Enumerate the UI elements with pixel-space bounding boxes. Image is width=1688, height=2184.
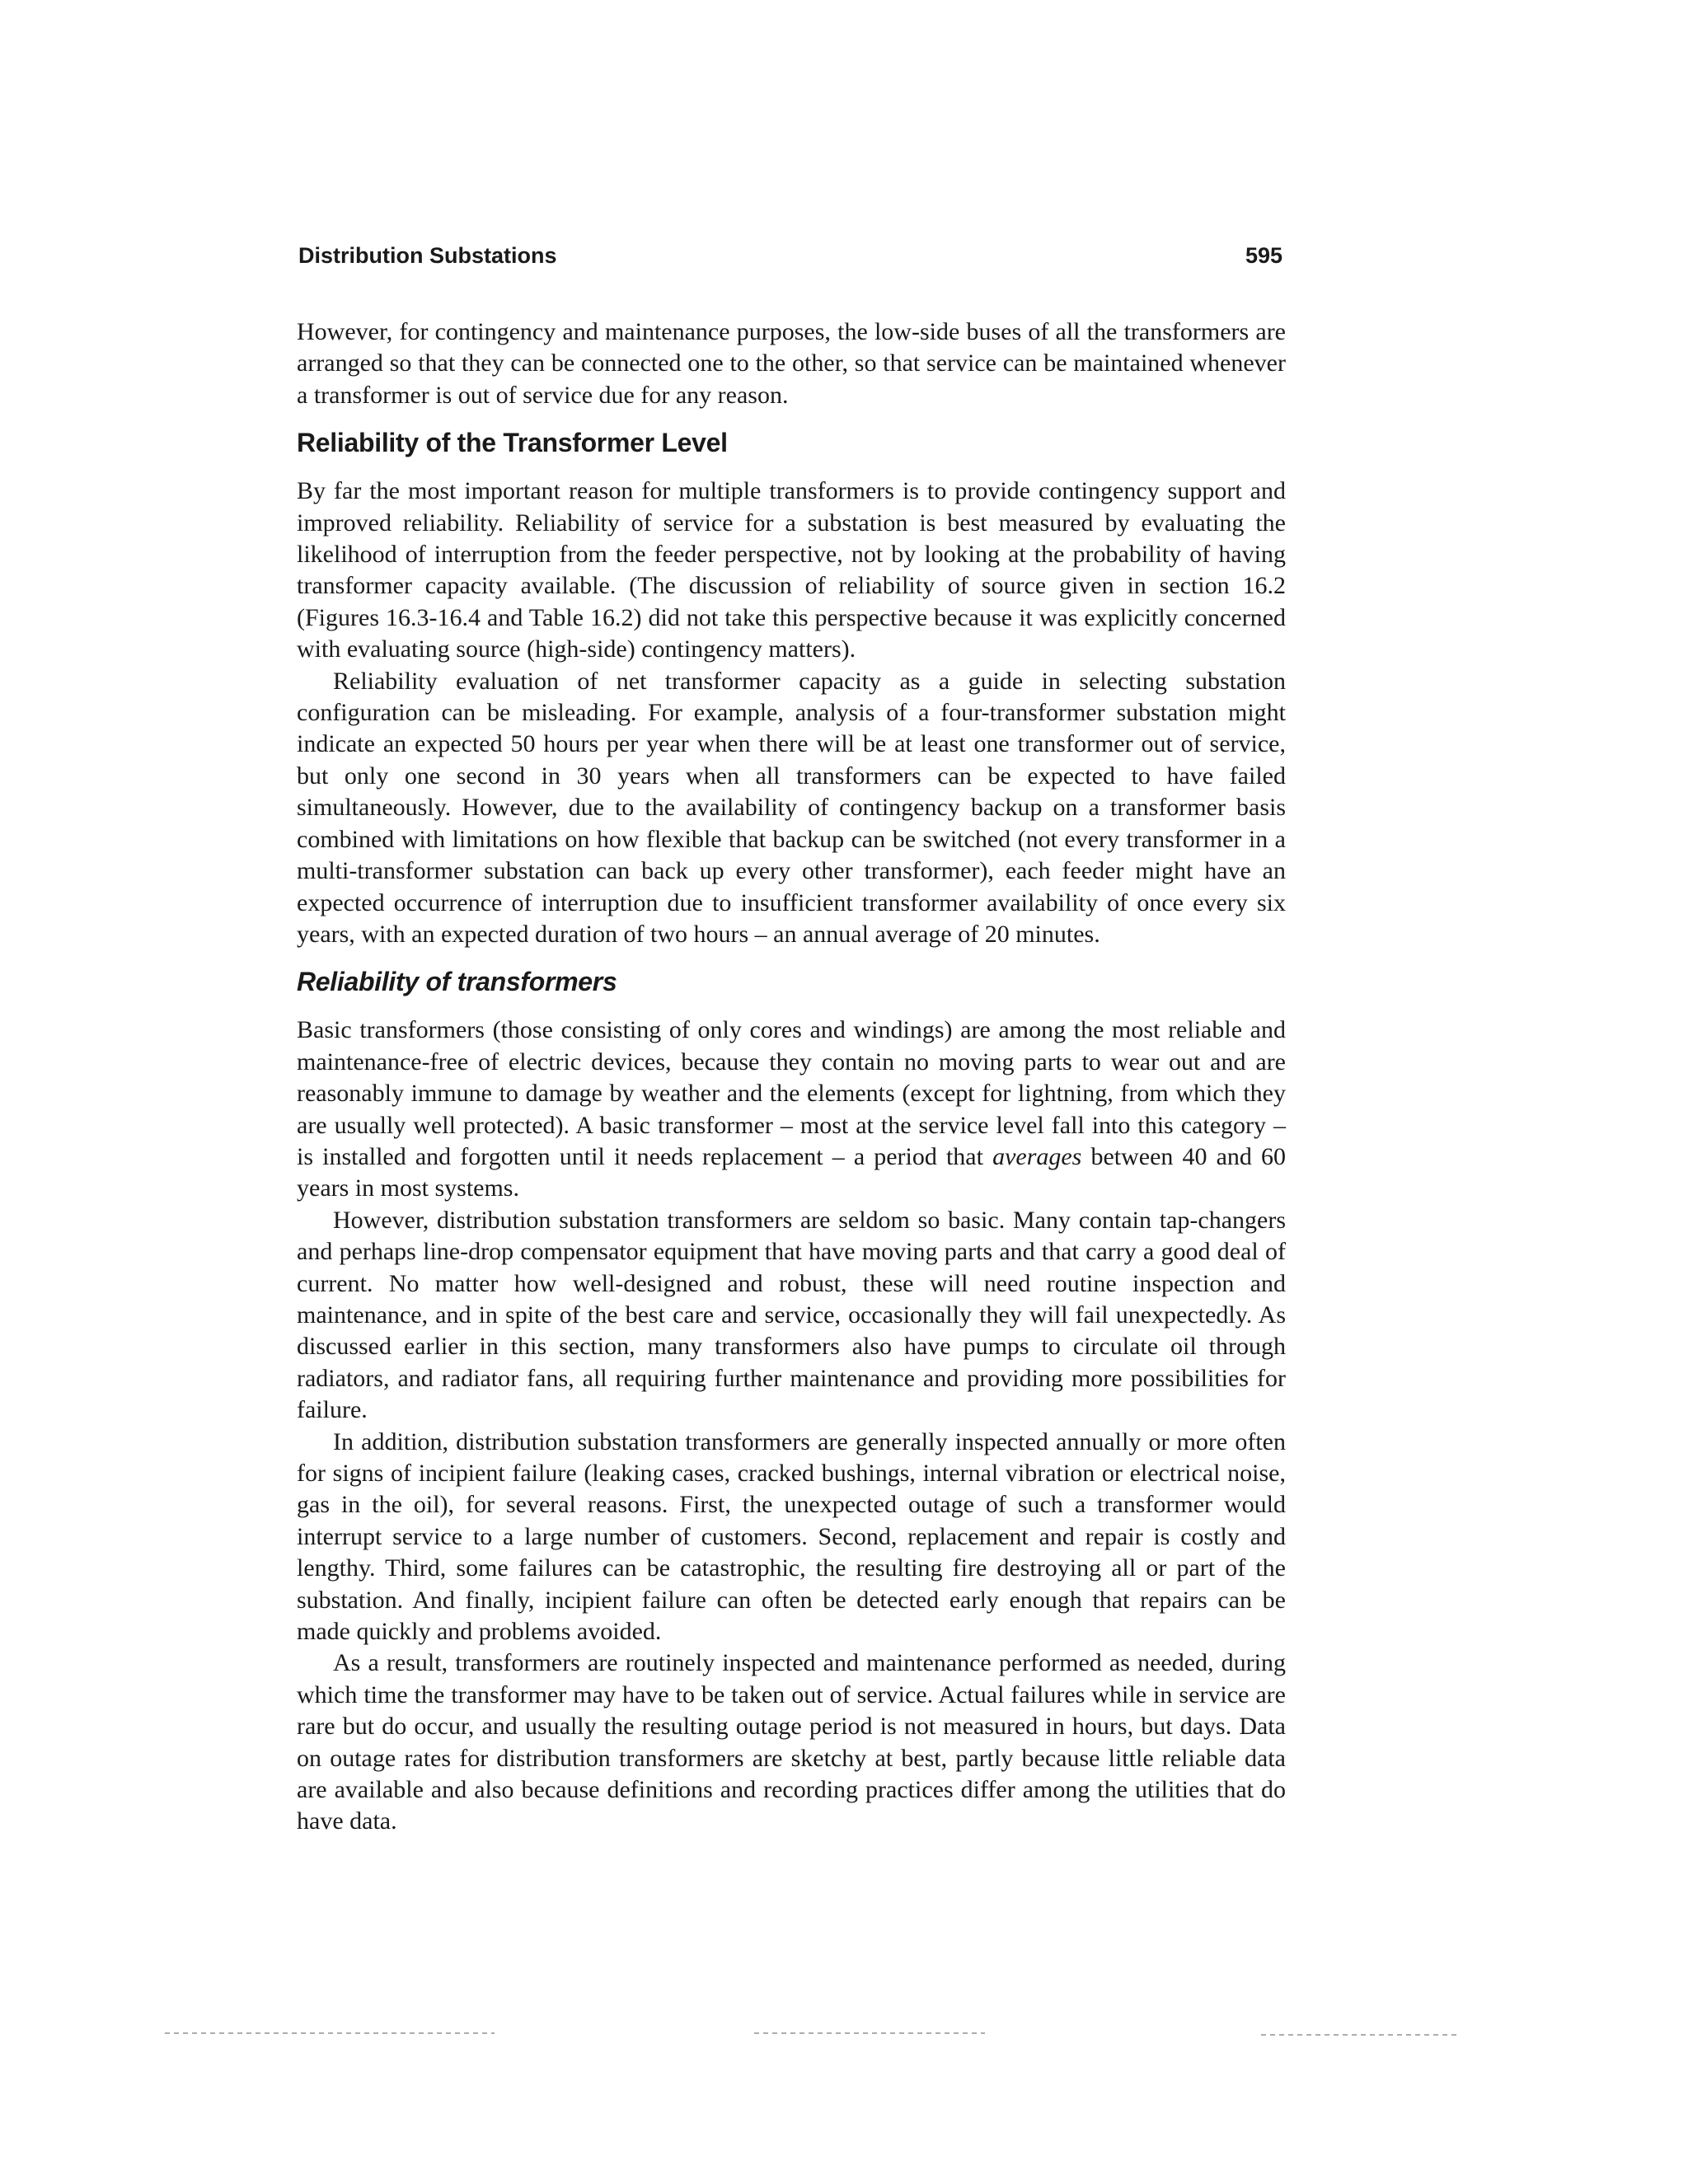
paragraph-2: By far the most important reason for multiple transformers is to provide contingency support and improved reliability. Reliability of service for a substation is best measured by evaluating the likelihood of interruption from the feeder perspective, not by looking at the probability of having transformer capacity available. (The discussion of reliability of source given in section 16.2 (Figures 16.3-16.4 and Table 16.2) did not take this perspective because it was explicitly concerned with evaluating source (high-side) contingency matters). (297, 477, 1286, 663)
paragraph-3: Reliability evaluation of net transformer capacity as a guide in selecting substation configuration can be misleading. For example, analysis of a four-transformer substation might indicate an expected 50 hours per year when there will be at least one transformer out of service, but only one second in 30 years when all transformers can be expected to have failed simultaneously. However, due to the availability of contingency backup on a transformer basis combined with limitations on how flexible that backup can be switched (not every transformer in a multi-transformer substation can back up every other transformer), each feeder might have an expected occurrence of interruption due to insufficient transformer availability of once every six years, with an expected duration of two hours – an annual average of 20 minutes. (297, 667, 1286, 948)
paragraph-4 (297, 1015, 1286, 1204)
paragraph-1: However, for contingency and maintenance purposes, the low-side buses of all the transformers are arranged so that they can be connected one to the other, so that service can be maintained whenever a transformer is out of service due for any reason. (297, 318, 1286, 409)
paragraph-4-emphasis: averages (992, 1142, 1082, 1170)
paragraph-6: In addition, distribution substation transformers are generally inspected annually or more often for signs of incipient failure (leaking cases, cracked bushings, internal vibration or electrical noise, gas in the oil), for several reasons. First, the unexpected outage of such a transformer would interrupt service to a large number of customers. Second, replacement and repair is costly and lengthy. Third, some failures can be catastrophic, the resulting fire destroying all or part of the substation. And finally, incipient failure can often be detected early enough that repairs can be made quickly and problems avoided. (297, 1427, 1286, 1646)
paragraph-7: As a result, transformers are routinely inspected and maintenance performed as needed, during which time the transformer may have to be taken out of service. Actual failures while in service are rare but do occur, and usually the resulting outage period is not measured in hours, but days. Data on outage rates for distribution transformers are sketchy at best, partly because little reliable data are available and also because definitions and recording practices differ among the utilities that do have data. (297, 1649, 1286, 1835)
paragraph-4-text-a: Basic transformers (those consisting of only cores and windings) are among the most reliable and maintenance-free of electric devices, because they contain no moving parts to wear out and are reasonably immune to damage by weather and the elements (except for lightning, from which they are usually well protected). A basic transformer – most at the service level fall into this category – is installed and forgotten until it needs replacement – a period that (297, 1016, 1286, 1170)
subsection-heading-reliability-of-transformers: Reliability of transformers (297, 967, 617, 997)
scan-artifact-line (1261, 2034, 1459, 2036)
running-head (297, 241, 1286, 274)
body-text (297, 316, 1286, 1838)
section-heading-transformer-level: Reliability of the Transformer Level (297, 428, 728, 458)
scan-artifact-line (165, 2032, 495, 2034)
scan-artifacts (0, 2029, 1688, 2046)
paragraph-5: However, distribution substation transformers are seldom so basic. Many contain tap-changers and perhaps line-drop compensator equipment that have moving parts and that carry a good deal of current. No matter how well-designed and robust, these will need routine inspection and maintenance, and in spite of the best care and service, occasionally they will fail unexpectedly. As discussed earlier in this section, many transformers also have pumps to circulate oil through radiators, and radiator fans, all requiring further maintenance and providing more possibilities for failure. (297, 1206, 1286, 1424)
page-number: 595 (1245, 243, 1282, 268)
chapter-title: Distribution Substations (298, 243, 557, 268)
scan-artifact-line (754, 2032, 985, 2034)
paragraph-4-text-b: between 40 and 60 years in most systems. (297, 1142, 1287, 1202)
